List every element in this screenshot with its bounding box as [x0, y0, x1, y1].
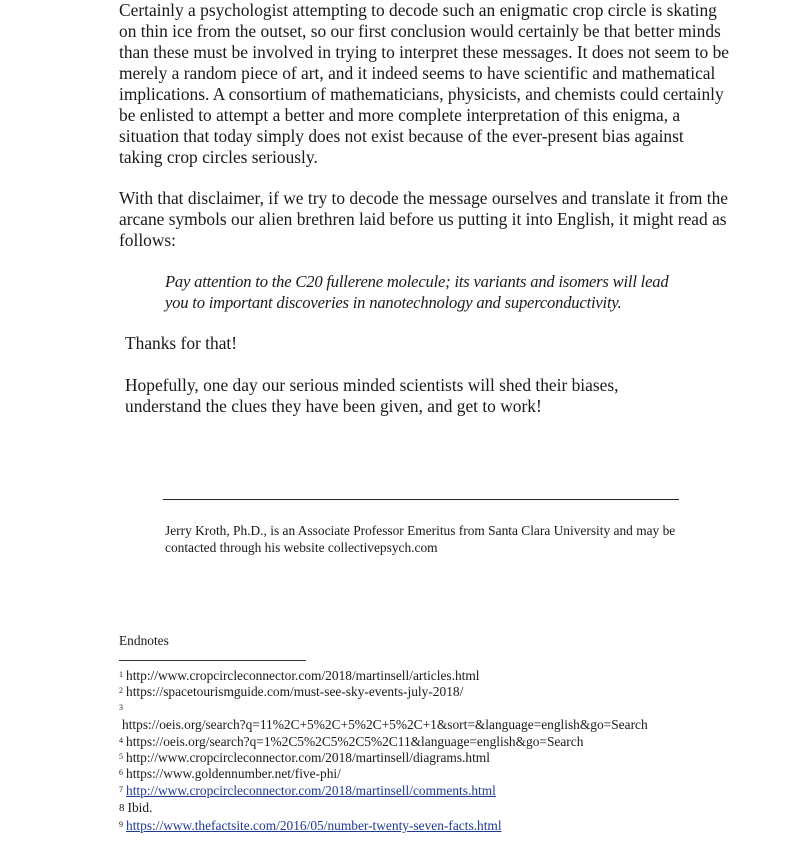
body-paragraph: Thanks for that! — [125, 333, 238, 353]
endnote-item — [119, 818, 759, 834]
endnote-text: http://www.cropcircleconnector.com/2018/martinsell/diagrams.html — [126, 749, 490, 765]
endnote-item — [119, 717, 759, 733]
endnote-number: 3 — [119, 702, 123, 712]
endnote-link[interactable]: http://www.cropcircleconnector.com/2018/martinsell/comments.html — [126, 782, 496, 798]
endnote-number: 2 — [119, 686, 123, 696]
endnote-item — [119, 766, 759, 782]
endnotes-list — [119, 668, 759, 834]
block-quote: Pay attention to the C20 fullerene molecule; its variants and isomers will lead you to important discoveries in nanotechnology and superconductivity. — [165, 272, 669, 312]
endnote-number: 4 — [119, 735, 123, 745]
endnote-link[interactable]: https://www.thefactsite.com/2016/05/number-twenty-seven-facts.html — [126, 817, 502, 833]
author-bio: Jerry Kroth, Ph.D., is an Associate Professor Emeritus from Santa Clara University and may be contacted through his website collectivepsych.com — [165, 523, 676, 555]
endnote-text: Ibid. — [127, 800, 153, 816]
endnote-text: https://oeis.org/search?q=11%2C+5%2C+5%2C+5%2C+1&sort=&language=english&go=Search — [122, 717, 648, 733]
endnote-item — [119, 783, 759, 801]
endnotes-title: Endnotes — [119, 633, 169, 648]
endnote-item — [119, 800, 759, 818]
endnote-number: 6 — [119, 768, 123, 778]
separator-rule — [163, 499, 679, 500]
endnote-number: 5 — [119, 751, 123, 761]
endnote-text: http://www.cropcircleconnector.com/2018/martinsell/articles.html — [126, 668, 480, 683]
body-paragraph: Hopefully, one day our serious minded scientists will shed their biases, understand the clues they have been given, and get to work! — [125, 375, 619, 416]
body-paragraph: Certainly a psychologist attempting to decode such an enigmatic crop circle is skating on thin ice from the outset, so our first conclusion would certainly be that better minds than these must be involved in trying to interpret these messages. It does not seem to be merely a random piece of art, and it indeed seems to have scientific and mathematical implications. A consortium of mathematicians, physicists, and chemists could certainly be enlisted to attempt a better and more complete interpretation of this enigma, a situation that today simply does not exist because of the ever-present bias against taking crop circles seriously. — [119, 0, 729, 167]
endnote-text: https://www.goldennumber.net/five-phi/ — [126, 766, 341, 782]
endnote-number: 9 — [119, 819, 123, 829]
endnote-item — [119, 750, 759, 766]
endnote-text: https://oeis.org/search?q=1%2C5%2C5%2C5%2C11&language=english&go=Search — [126, 733, 584, 749]
endnote-item — [119, 668, 759, 684]
endnote-item — [119, 701, 759, 717]
body-paragraph: With that disclaimer, if we try to decode the message ourselves and translate it from the arcane symbols our alien brethren laid before us putting it into English, it might read as follows: — [119, 188, 729, 250]
endnote-number: 7 — [119, 784, 123, 794]
endnote-number: 8 — [119, 802, 125, 815]
endnote-item — [119, 684, 759, 700]
endnotes-divider — [119, 660, 306, 661]
endnote-text: https://spacetourismguide.com/must-see-sky-events-july-2018/ — [126, 684, 464, 700]
endnote-number: 1 — [119, 670, 123, 679]
endnote-item — [119, 734, 759, 750]
